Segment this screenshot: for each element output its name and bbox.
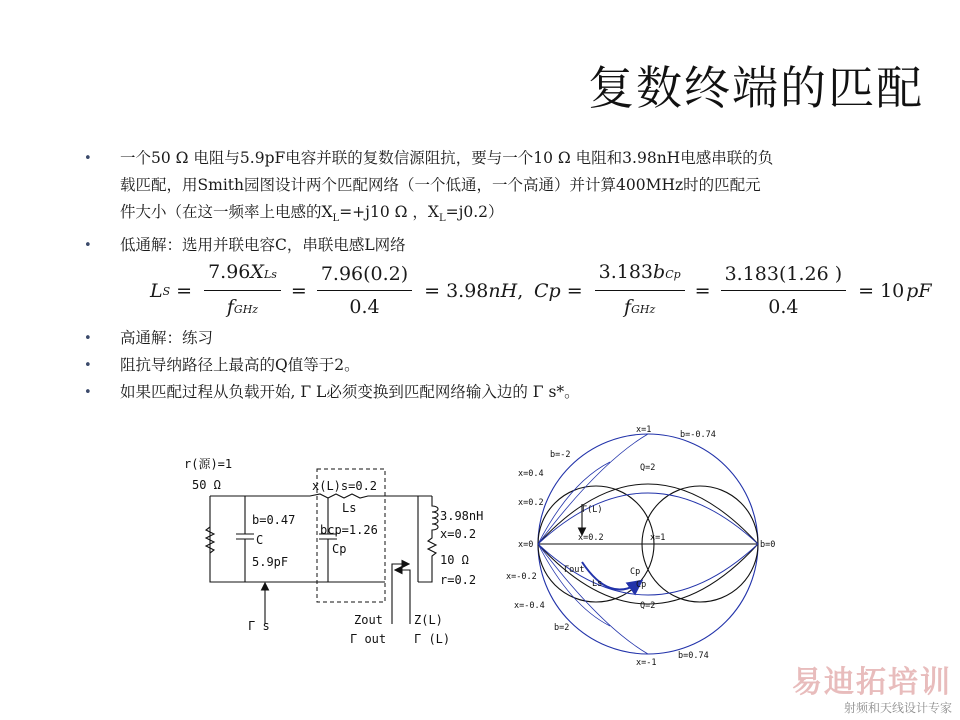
- smith-label-x02-mid: x=0.2: [578, 533, 604, 543]
- bullet-text-line3: 件大小（在这一频率上电感的$X_L=+j10$ Ω ，$X_L=j0.2$）: [120, 203, 504, 225]
- bullet-text: 高通解：练习: [120, 329, 214, 348]
- smith-chart: [506, 425, 775, 668]
- smith-label-x-neg1: x=-1: [636, 658, 657, 668]
- fraction: $\frac{\text{3.183bCp}}{\text{fGHz}}$: [595, 259, 685, 323]
- smith-label-b-neg074: b=-0.74: [680, 430, 716, 440]
- slide-title: 复数终端的匹配: [588, 61, 924, 115]
- fraction: $\frac{\text{7.96XLs}}{\text{fGHz}}$: [204, 259, 281, 323]
- label-c-value: 5.9pF: [252, 555, 289, 569]
- smith-label-gamma-l: Γ(L): [582, 505, 603, 515]
- label-gamma-out: Γ out: [350, 632, 387, 646]
- label-b: b=0.47: [252, 513, 296, 527]
- bullet-item: [80, 352, 870, 379]
- bullet-item: [80, 325, 870, 352]
- label-x-l-s: x(L)s=0.2: [312, 479, 378, 493]
- bullet-text: 阻抗导纳路径上最高的Q值等于2。: [120, 356, 360, 375]
- smith-label-x02: x=0.2: [518, 498, 544, 508]
- bullet-text: 如果匹配过程从负载开始, Γ L必须变换到匹配网络输入边的 Γ s*。: [120, 383, 580, 402]
- bullet-list: [80, 145, 932, 406]
- label-r-source: r(源)=1: [184, 457, 233, 471]
- label-load-l: 3.98nH: [440, 509, 484, 523]
- smith-label-cp2: Cp: [636, 580, 647, 590]
- watermark: [792, 657, 952, 716]
- label-bcp: bcp=1.26: [320, 523, 378, 537]
- watermark-tagline: 射频和天线设计专家: [843, 701, 952, 715]
- smith-label-cp: Cp: [630, 567, 641, 577]
- label-z-l: Z(L): [414, 613, 443, 627]
- label-c: C: [256, 533, 264, 547]
- label-gamma-s: Γ s: [248, 619, 270, 633]
- formula-ls: L S = $\frac{\text{7.96XLs}}{\text{fGHz}}$ = $\frac{7.96(0.2)}{0.4}$ = 3.98 nH ,: [150, 259, 523, 325]
- watermark-logo: 易迪拓培训: [792, 665, 952, 700]
- label-load-x: x=0.2: [440, 527, 477, 541]
- bullet-dot-icon: •: [84, 331, 92, 347]
- formula-cp: Cp = $\frac{\text{3.183bCp}}{\text{fGHz}}$ = $\frac{3.183(1.26 )}{0.4}$ = 10 pF: [534, 259, 932, 325]
- fraction: $\frac{7.96(0.2)}{0.4}$: [317, 261, 412, 321]
- label-ls: Ls: [342, 501, 357, 515]
- circuit-diagram: [184, 457, 483, 646]
- bullet-item: [80, 232, 870, 259]
- smith-label-x-neg02: x=-0.2: [506, 572, 537, 582]
- bullet-text-line2: 载匹配，用Smith园图设计两个匹配网络（一个低通，一个高通）并计算400MHz时的匹配元: [120, 176, 761, 194]
- smith-label-x-neg04: x=-0.4: [514, 601, 545, 611]
- bullet-item: [80, 145, 870, 232]
- smith-label-x1-mid: x=1: [650, 533, 666, 543]
- bullet-dot-icon: •: [84, 151, 92, 166]
- bullet-text: 一个50 Ω 电阻与5.9pF电容并联的复数信源阻抗，要与一个10 Ω 电阻和3.98nH电感串联的负: [120, 149, 774, 167]
- matching-figure: [170, 412, 790, 712]
- label-r-source-value: 50 Ω: [192, 478, 221, 492]
- smith-label-b0: b=0: [760, 540, 776, 550]
- smith-label-b074: b=0.74: [678, 651, 709, 661]
- bullet-item: [80, 379, 870, 406]
- fraction: $\frac{3.183(1.26 )}{0.4}$: [721, 261, 847, 321]
- label-load-r: r=0.2: [440, 573, 477, 587]
- label-load-r-value: 10 Ω: [440, 553, 469, 567]
- formula-row: [80, 259, 932, 325]
- smith-label-x04: x=0.4: [518, 469, 544, 479]
- bullet-dot-icon: •: [84, 385, 92, 401]
- smith-label-gamma-out: Γout: [564, 565, 585, 575]
- smith-label-x1-top: x=1: [636, 425, 652, 435]
- smith-label-ls: Ls: [592, 579, 603, 589]
- smith-label-q2-top: Q=2: [640, 463, 656, 473]
- smith-label-b-neg2: b=-2: [550, 450, 571, 460]
- bullet-dot-icon: •: [84, 238, 92, 254]
- label-zout: Zout: [354, 613, 383, 627]
- bullet-dot-icon: •: [84, 358, 92, 374]
- smith-label-x0-left: x=0: [518, 540, 534, 550]
- bullet-text: 低通解：选用并联电容C，串联电感L网络: [120, 236, 406, 255]
- smith-label-b2: b=2: [554, 623, 570, 633]
- label-cp: Cp: [332, 542, 347, 556]
- smith-label-q2-bottom: Q=2: [640, 601, 656, 611]
- label-gamma-l: Γ (L): [414, 632, 451, 646]
